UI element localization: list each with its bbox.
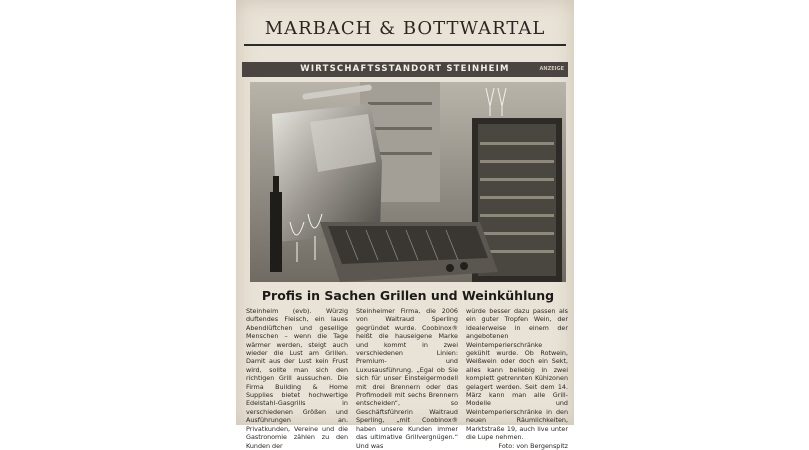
article-column-1: Steinheim (evb). Würzig duftendes Fleisch, ein laues Abendlüftchen und gesellige Menschen – wenn die Tage wärmer werden, steigt auch wieder die Lust am Grillen. Damit aus der Lust kein Frust wird, sollte man sich den richtigen Grill aussuchen. Die Firma Building & Home Supplies bietet hochwertige Edelstahl-Gasgrills in verschiedenen Größen und Ausführungen an. Privatkunden, Vereine und die Gastronomie zählen zu den Kunden der bbox=[246, 307, 348, 450]
article-body bbox=[246, 307, 568, 450]
article-column-2: Steinheimer Firma, die 2006 von Waltraud Sperling gegründet wurde. Coobinox® heißt die hauseigene Marke und kommt in zwei verschiedenen Linien: Premium- und Luxusausführung. „Egal ob Sie sich für unser Einsteigermodell mit drei Brennern oder das Profimodell mit sechs Brennern entscheiden“, so Geschäftsführerin Waltraud Sperling, „mit Coobinox® haben unsere Kunden immer das ultimative Grillvergnügen.“ Und was bbox=[356, 307, 458, 450]
article-column-3-text: würde besser dazu passen als ein guter Tropfen Wein, der idealerweise in einem der angebotenen Weintemperierschränke gekühlt wurde. Ob Rotwein, Weißwein oder doch ein Sekt, alles kann beliebig in zwei komplett getrennten Kühlzonen gelagert werden. Seit dem 14. März kann man alle Grill-Modelle und Weintemperierschränke in den neuen Räumlichkeiten, Marktstraße 19, auch live unter die Lupe nehmen. bbox=[466, 307, 568, 442]
section-tag: ANZEIGE bbox=[539, 66, 564, 72]
masthead-rule bbox=[244, 44, 566, 46]
section-title: WIRTSCHAFTSSTANDORT STEINHEIM bbox=[300, 64, 510, 74]
article-photo bbox=[250, 82, 566, 282]
grill-and-wine-cabinet-photo bbox=[250, 82, 566, 282]
newspaper-clipping bbox=[236, 0, 574, 450]
article-column-3 bbox=[466, 307, 568, 450]
photo-credit: Foto: von Bergenspitz bbox=[498, 441, 568, 450]
masthead: MARBACH & BOTTWARTAL bbox=[264, 18, 546, 39]
section-bar bbox=[242, 62, 568, 77]
article-headline: Profis in Sachen Grillen und Weinkühlung bbox=[261, 288, 555, 303]
